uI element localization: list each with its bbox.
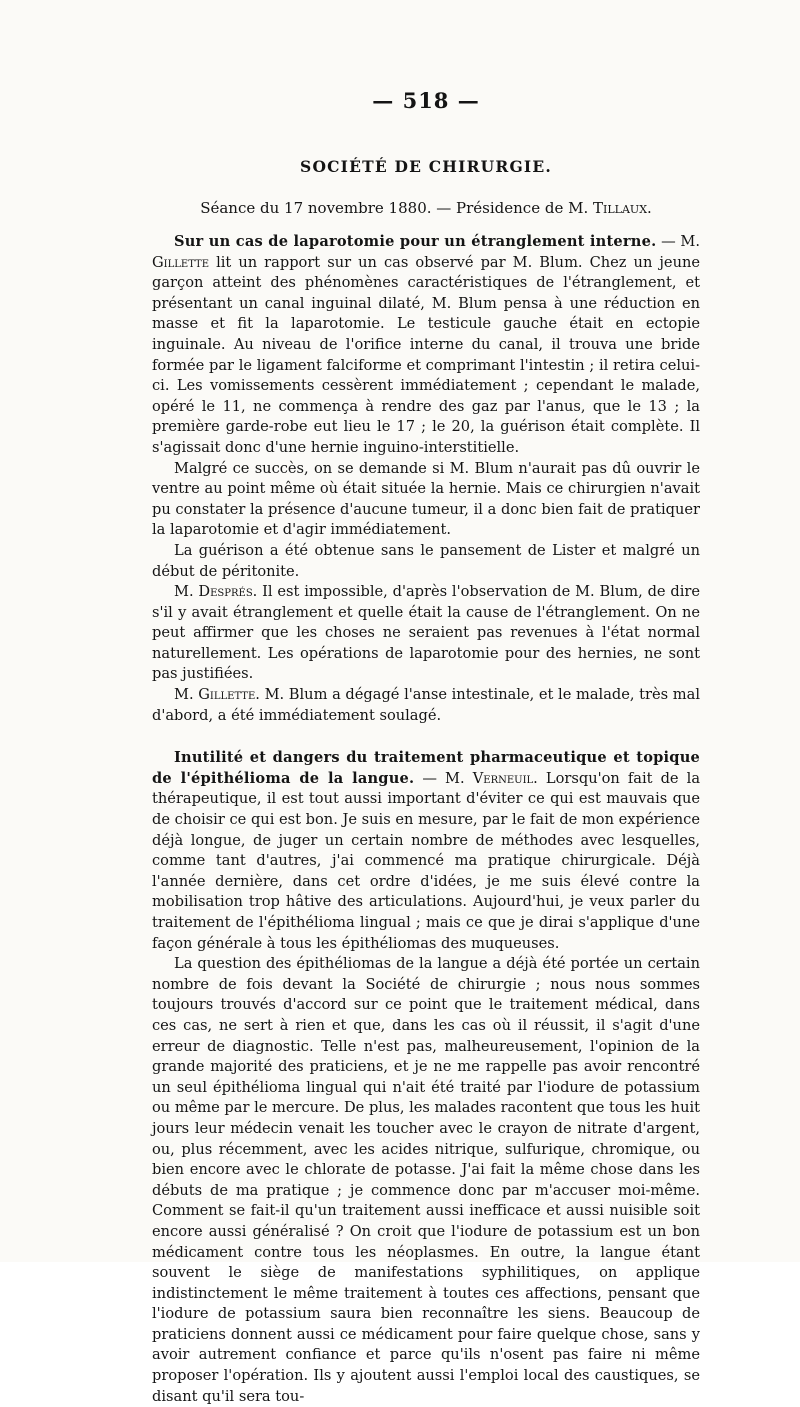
section1-paragraph: Malgré ce succès, on se demande si M. Blum n'aurait pas dû ouvrir le ventre au point même où était située la hernie. Mais ce chirurgien n'avait pu constater la présence d'aucune tumeur, il a donc bien fait de pratiquer la laparotomie et d'agir immédiatement.: [152, 459, 700, 539]
section2-author: Verneuil.: [472, 769, 538, 787]
gillette-reply-prefix: M.: [174, 686, 194, 704]
seance-text: Séance du 17 novembre 1880. — Présidence de M.: [200, 199, 589, 217]
section2-author-intro: — M.: [422, 769, 465, 787]
section-gap: [152, 726, 700, 748]
section1-body-start: lit un rapport sur un cas observé par M. Blum. Chez un jeune garçon atteint des phénomènes caractéristiques de l'étranglement, et présentant un canal inguinal dilaté, M. Blum pensa à une réduction en masse et fit la laparotomie. Le testicule gauche était en ectopie inguinale. Au niveau de l'orifice interne du canal, il trouva une bride formée par le ligament falciforme et comprimant l'intestin ; il retira celui-ci. Les vomissements cessèrent immédiatement ; cependant le malade, opéré le 11, ne commença à rendre des gaz par l'anus, que le 13 ; la première garde-robe eut lieu le 17 ; le 20, la guérison était complète. Il s'agissait donc d'une hernie inguino-interstitielle.: [152, 253, 700, 456]
despres-name: Després.: [198, 583, 258, 601]
section2-title: Inutilité et dangers du traitement pharmaceutique et topique de l'épithélioma de la langue.: [152, 749, 700, 787]
gillette-reply-text: M. Blum a dégagé l'anse intestinale, et le malade, très mal d'abord, a été immédiatement soulagé.: [152, 686, 701, 724]
despres-prefix: M.: [174, 583, 194, 601]
gillette-reply-name: Gillette.: [198, 686, 260, 704]
despres-paragraph: [152, 582, 700, 685]
section1-first-paragraph: [152, 232, 700, 459]
section1-author: Gillette: [152, 253, 210, 271]
page-number: — 518 —: [372, 88, 480, 113]
section1-author-intro: — M.: [661, 233, 700, 250]
seance-president: Tillaux.: [593, 199, 652, 217]
section1-paragraph: La guérison a été obtenue sans le pansement de Lister et malgré un début de péritonite.: [152, 541, 700, 580]
section2-first-paragraph: [152, 748, 700, 954]
gillette-reply-paragraph: [152, 685, 700, 726]
section1-title: Sur un cas de laparotomie pour un étranglement interne.: [174, 233, 657, 250]
despres-text: Il est impossible, d'après l'observation de M. Blum, de dire s'il y avait étranglement et quelle était la cause de l'étranglement. On ne peut affirmer que les choses ne seraient pas revenues à l'état normal naturellement. Les opérations de laparotomie pour des hernies, ne sont pas justifiées.: [152, 583, 701, 683]
section2-paragraph: La question des épithéliomas de la langue a déjà été portée un certain nombre de fois devant la Société de chirurgie ; nous nous sommes toujours trouvés d'accord sur ce point que le traitement médical, dans ces cas, ne sert à rien et que, dans les cas où il réussit, il s'agit d'une erreur de diagnostic. Telle n'est pas, malheureusement, l'opinion de la grande majorité des praticiens, et je ne me rappelle pas avoir rencontré un seul épithélioma lingual qui n'ait été traité par l'iodure de potassium ou même par le mercure. De plus, les malades racontent que tous les huit jours leur médecin venait les toucher avec le crayon de nitrate d'argent, ou, plus récemment, avec les acides nitrique, sulfurique, chromique, ou bien encore avec le chlorate de potasse. J'ai fait la même chose dans les débuts de ma pratique ; je commence donc par m'accuser moi-même. Comment se fait-il qu'un traitement aussi inefficace et aussi nuisible soit encore aussi généralisé ? On croit que l'iodure de potassium est un bon médicament contre tous les néoplasmes. En outre, la langue étant souvent le siège de manifestations syphilitiques, on applique indistinctement le même traitement à toutes ces affections, pensant que l'iodure de potassium saura bien reconnaître les siens. Beaucoup de praticiens donnent aussi ce médicament pour faire quelque chose, sans y avoir autrement confiance et parce qu'ils n'osent pas faire ni même proposer l'opération. Ils y ajoutent aussi l'emploi local des caustiques, se disant qu'il sera tou-: [152, 955, 700, 1405]
seance-line: [152, 198, 700, 218]
society-heading: SOCIÉTÉ DE CHIRURGIE.: [300, 157, 552, 176]
text-block: [152, 88, 700, 1407]
section2-body-start: Lorsqu'on fait de la thérapeutique, il est tout aussi important d'éviter ce qui est mauvais que de choisir ce qui est bon. Je suis en mesure, par le fait de mon expérience déjà longue, de juger un certain nombre de méthodes avec lesquelles, comme tant d'autres, j'ai commencé ma pratique chirurgicale. Déjà l'année dernière, dans cet ordre d'idées, je me suis élevé contre la mobilisation trop hâtive des articulations. Aujourd'hui, je veux parler du traitement de l'épithélioma lingual ; mais ce que je dirai s'applique d'une façon générale à tous les épithéliomas des muqueuses.: [152, 769, 701, 952]
